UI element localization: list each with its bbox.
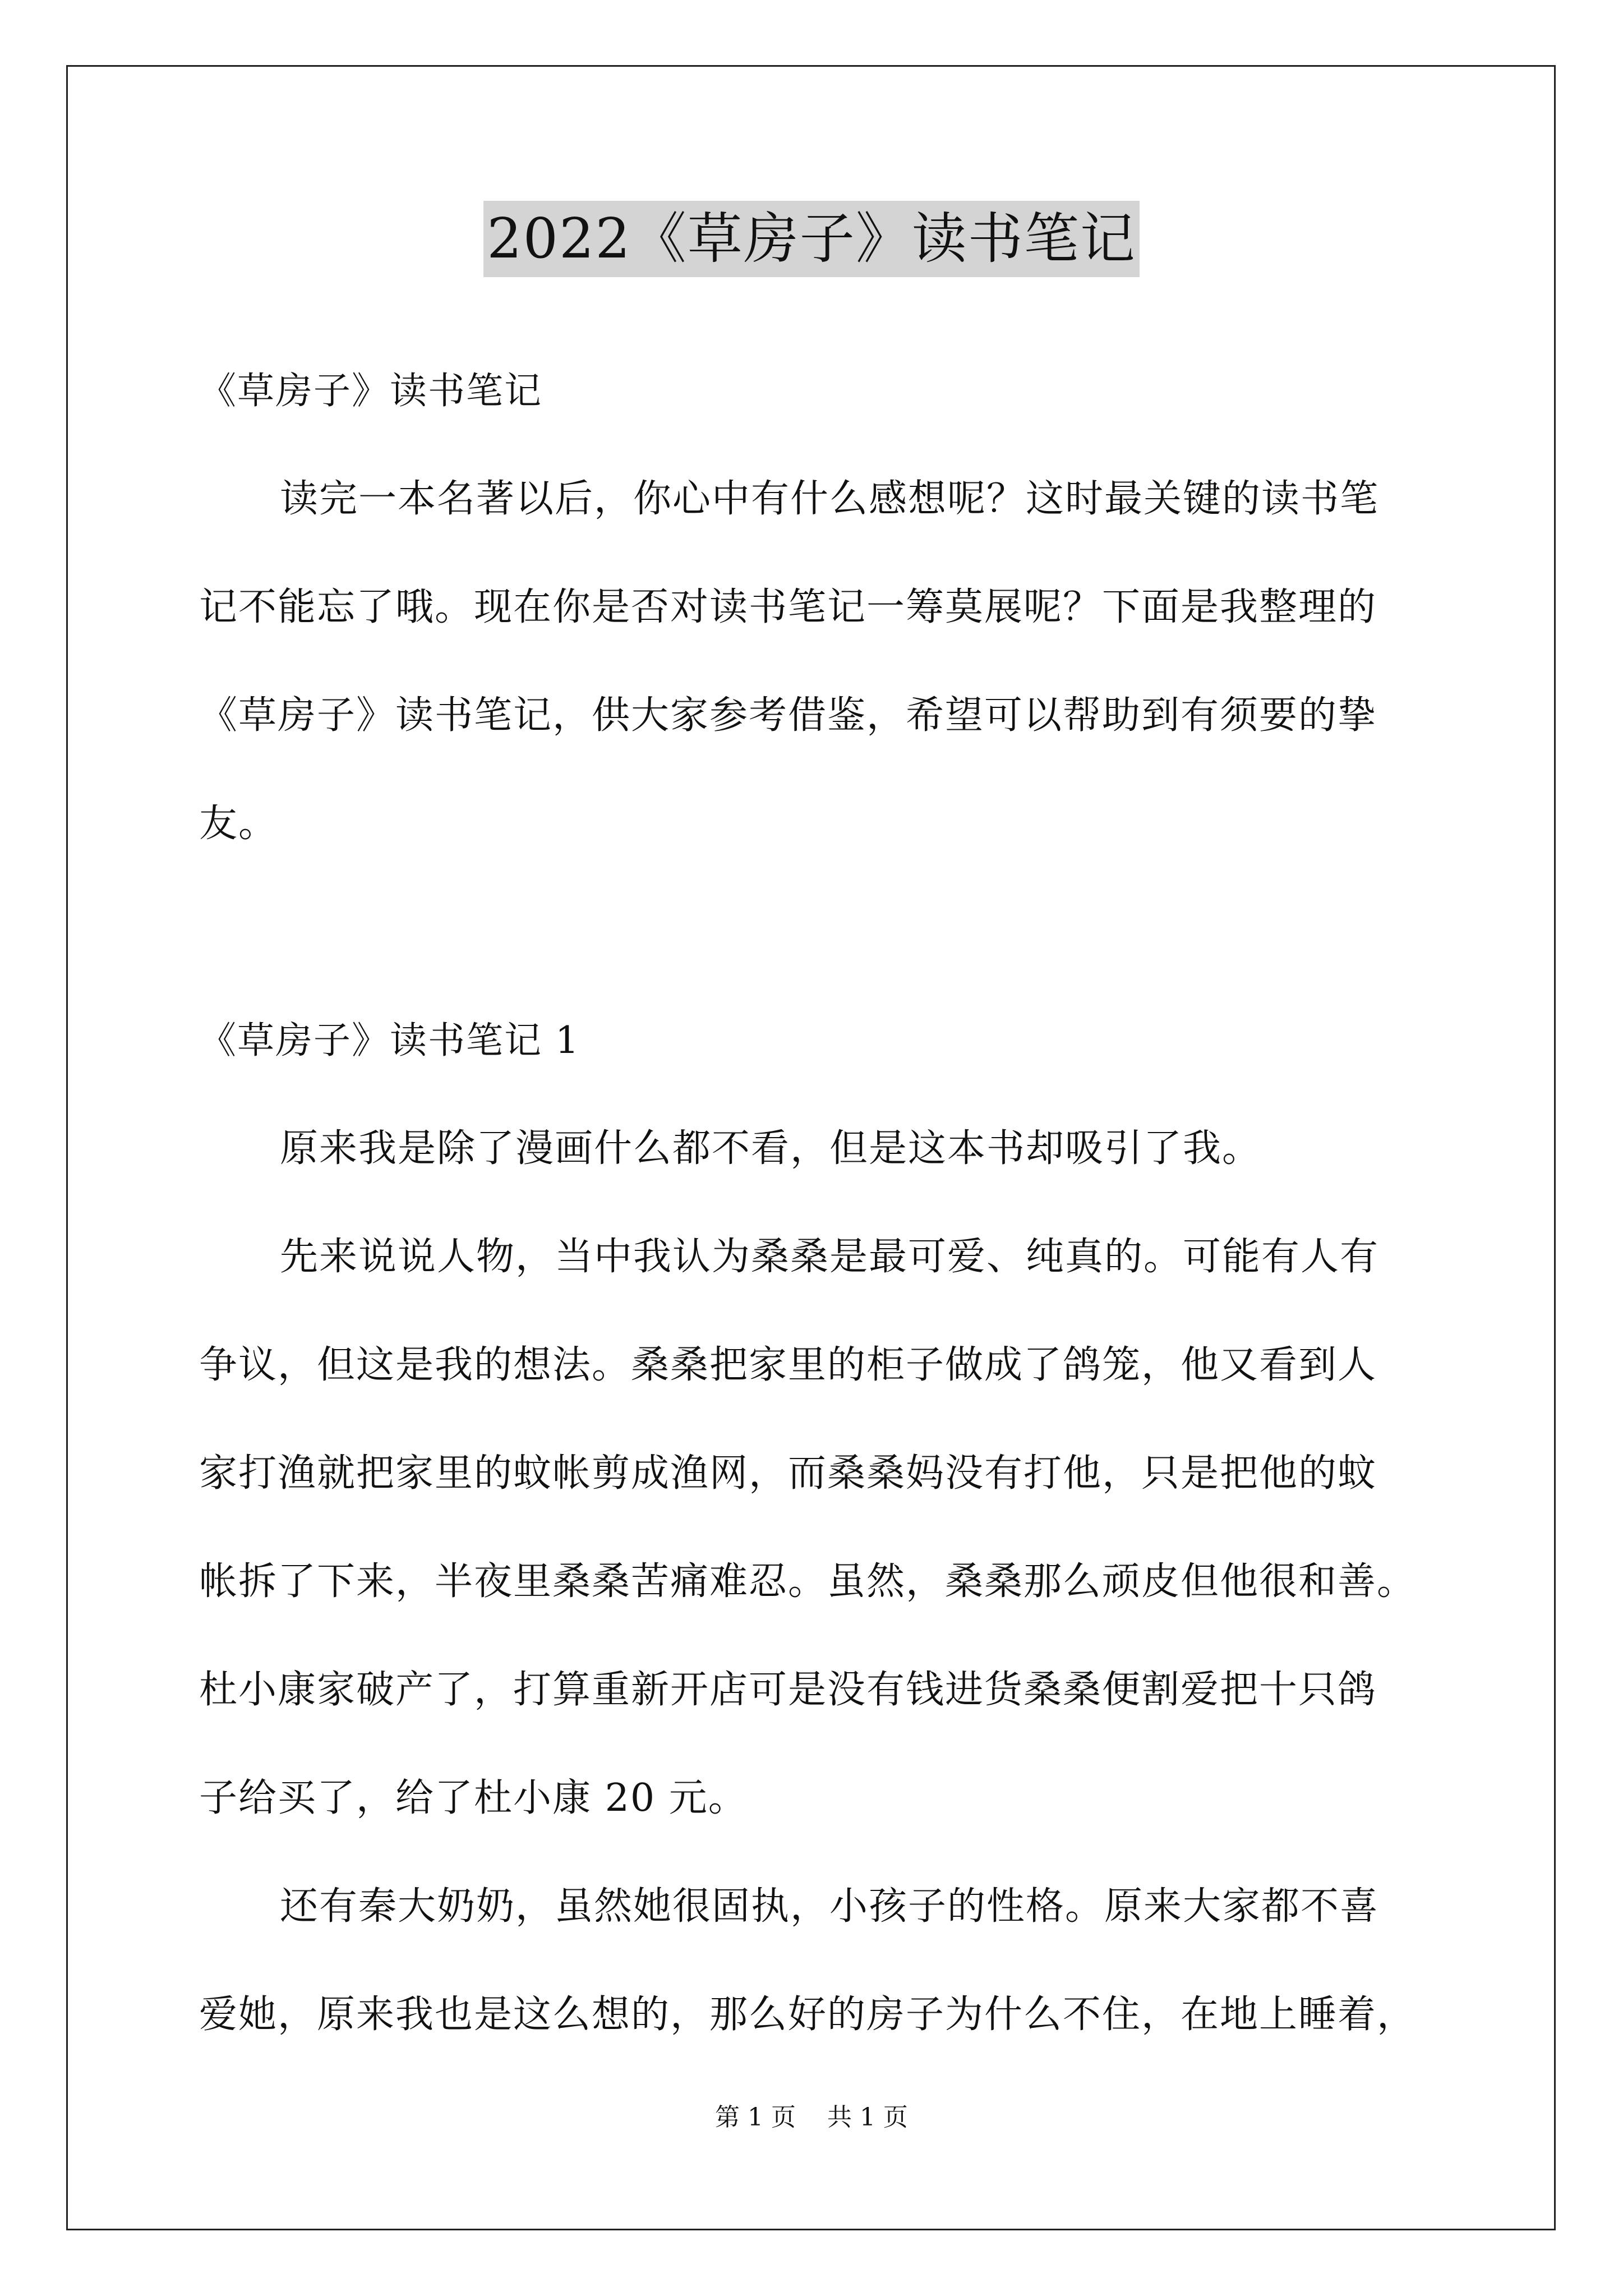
paragraph-line: 《草房子》读书笔记，供大家参考借鉴，希望可以帮助到有须要的挚 (199, 693, 1377, 738)
paragraph-line: 家打渔就把家里的蚊帐剪成渔网，而桑桑妈没有打他，只是把他的蚊 (199, 1451, 1377, 1496)
paragraph-line: 帐拆了下来，半夜里桑桑苦痛难忍。虽然，桑桑那么顽皮但他很和善。 (199, 1559, 1417, 1604)
paragraph-line: 爱她，原来我也是这么想的，那么好的房子为什么不住，在地上睡着， (199, 1993, 1417, 2037)
paragraph-line: 争议，但这是我的想法。桑桑把家里的柜子做成了鸽笼，他又看到人 (199, 1343, 1377, 1387)
document-body (199, 337, 1433, 2069)
section-gap (199, 878, 1433, 986)
paragraph-line: 原来我是除了漫画什么都不看，但是这本书却吸引了我。 (280, 1126, 1262, 1171)
subtitle-heading: 《草房子》读书笔记 (199, 369, 542, 412)
page-footer: 第 1 页 共 1 页 (715, 2103, 908, 2132)
title-container (0, 201, 1623, 277)
document-title: 2022《草房子》读书笔记 (483, 201, 1139, 277)
paragraph-line: 还有秦大奶奶，虽然她很固执，小孩子的性格。原来大家都不喜 (280, 1884, 1380, 1929)
paragraph-line: 友。 (199, 802, 278, 846)
section-heading: 《草房子》读书笔记 1 (199, 1019, 580, 1062)
paragraph-line: 记不能忘了哦。现在你是否对读书笔记一筹莫展呢？下面是我整理的 (199, 585, 1377, 629)
paragraph-line: 先来说说人物，当中我认为桑桑是最可爱、纯真的。可能有人有 (280, 1235, 1380, 1279)
paragraph-line: 子给买了，给了杜小康 20 元。 (199, 1776, 748, 1820)
paragraph-line: 杜小康家破产了，打算重新开店可是没有钱进货桑桑便割爱把十只鸽 (199, 1668, 1377, 1712)
paragraph-line: 读完一本名著以后，你心中有什么感想呢？这时最关键的读书笔 (280, 477, 1380, 521)
